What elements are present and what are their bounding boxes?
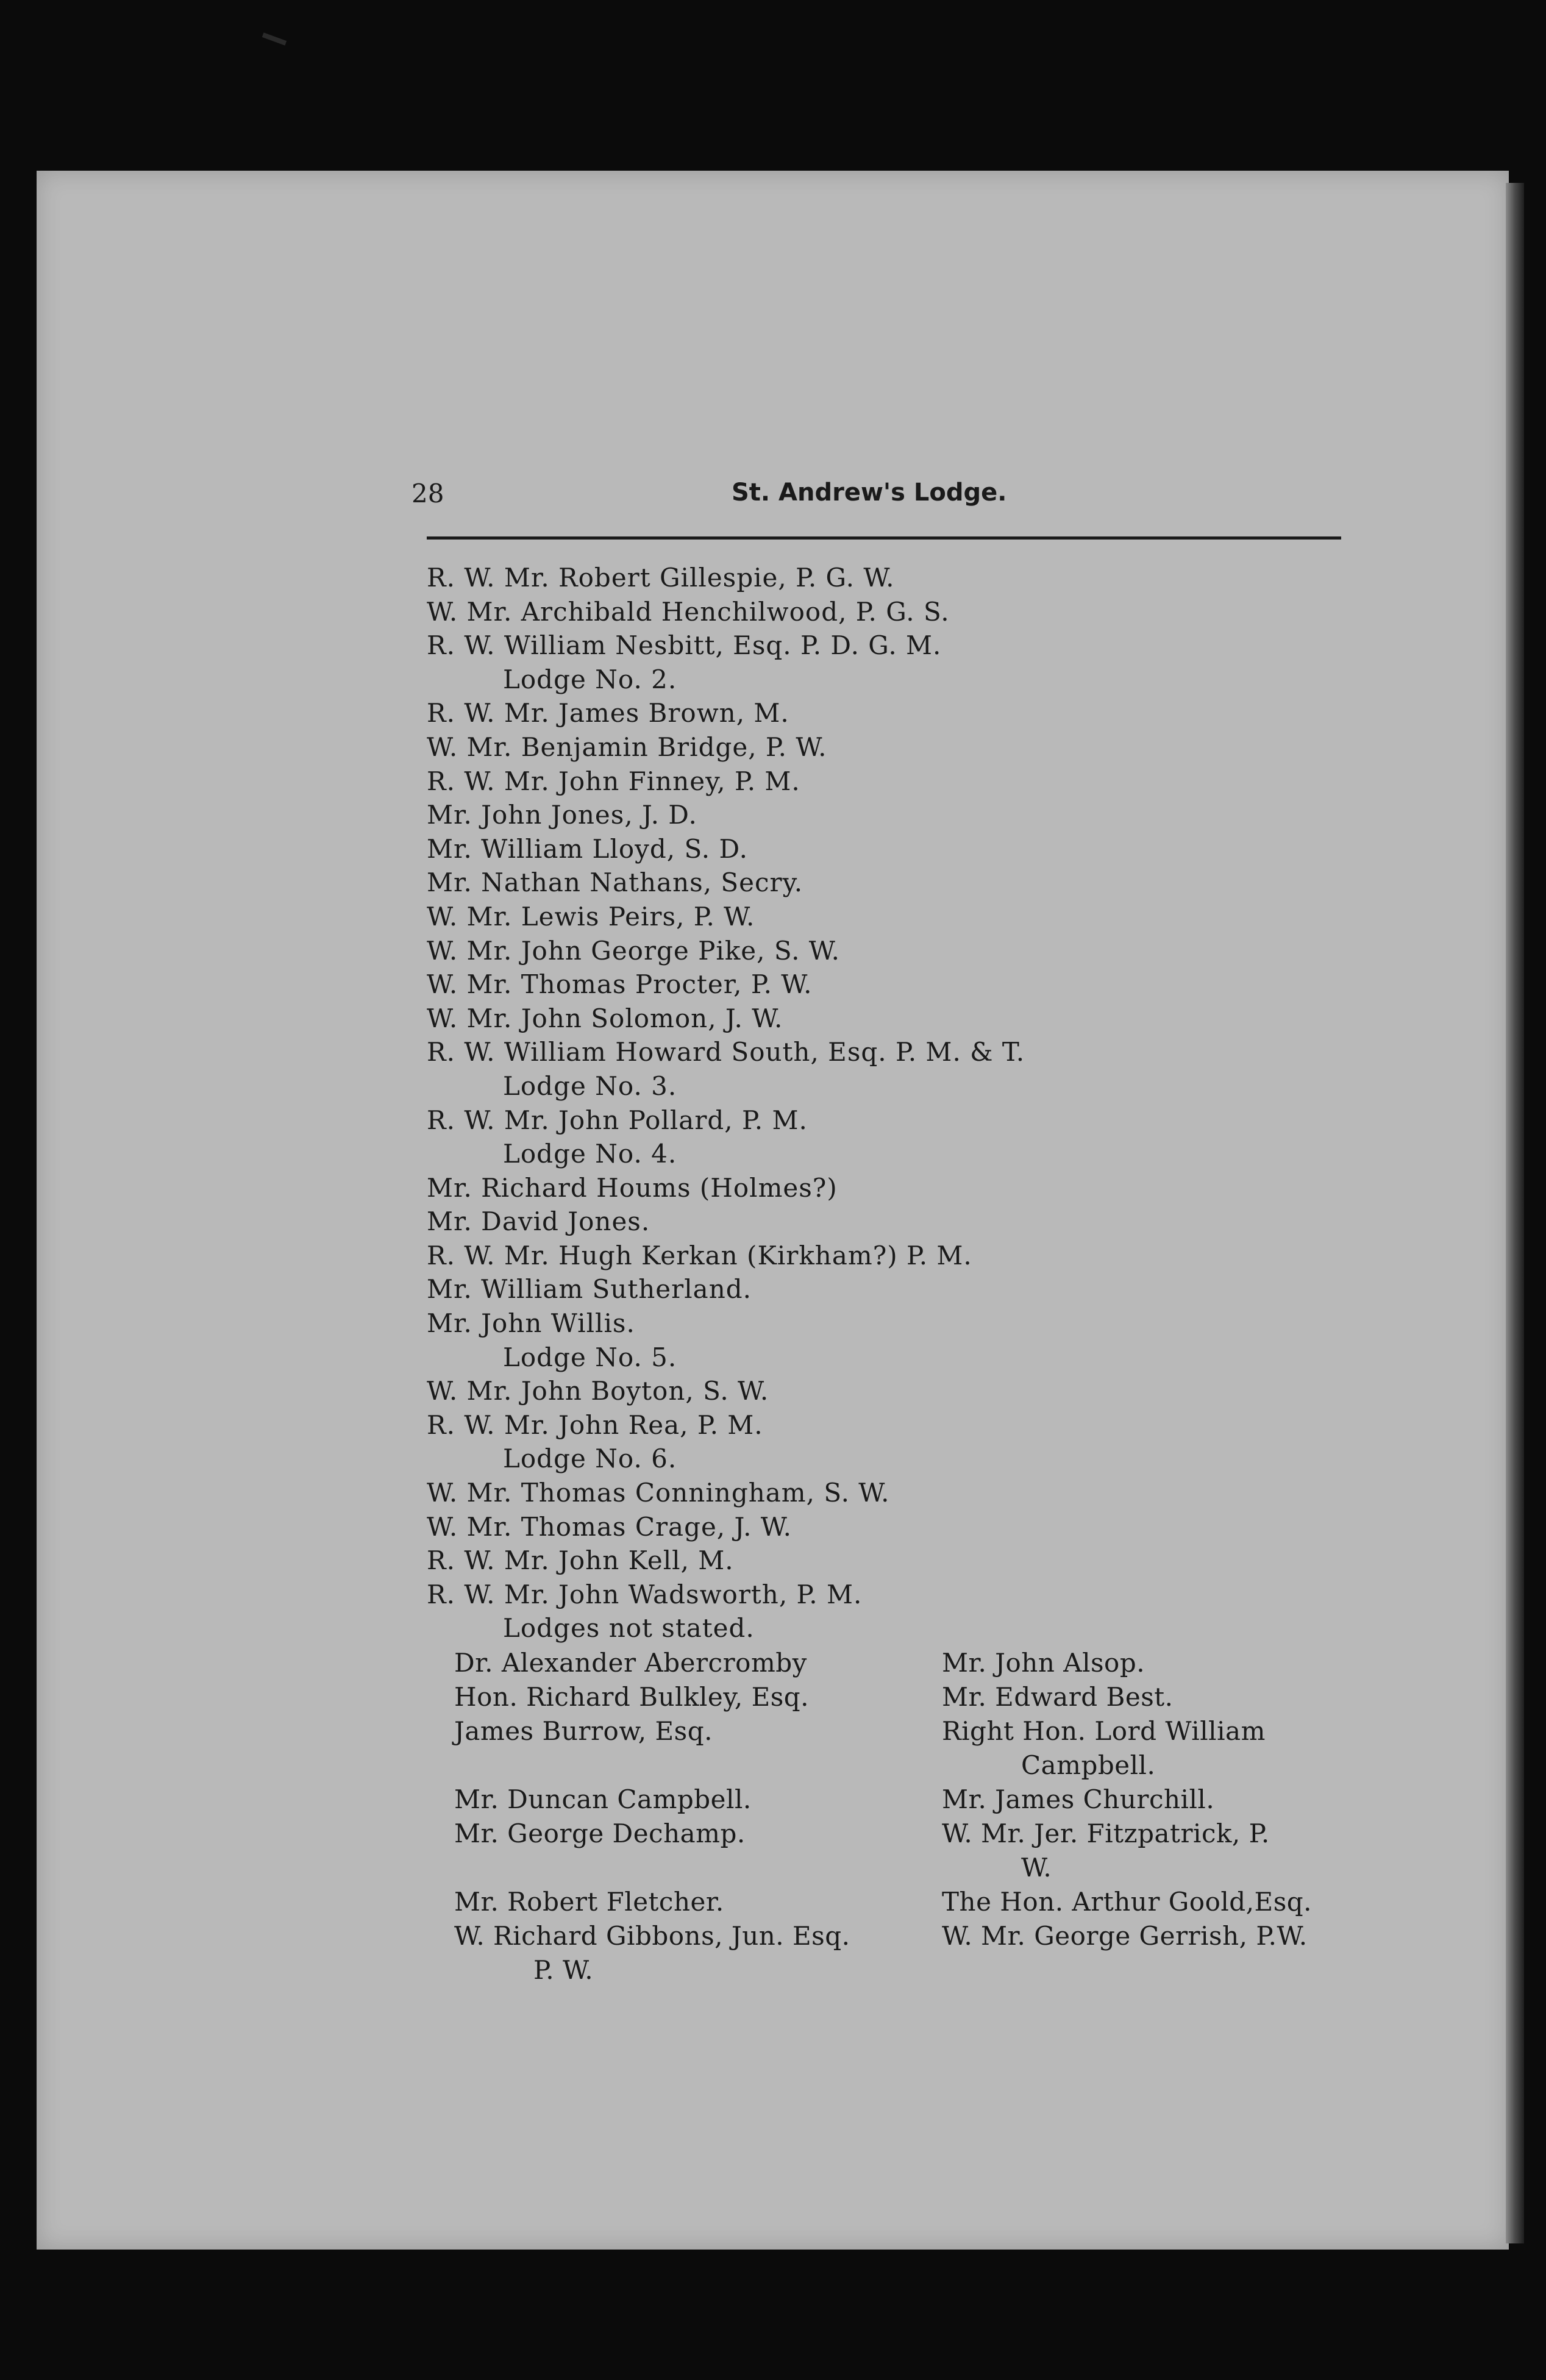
member-entry: Mr. James Churchill. bbox=[942, 1784, 1215, 1814]
member-entry: Mr. Nathan Nathans, Secry. bbox=[427, 868, 803, 898]
lodge-heading: Lodge No. 4. bbox=[503, 1139, 677, 1169]
spacer bbox=[454, 1851, 930, 1885]
member-entry: R. W. Mr. John Wadsworth, P. M. bbox=[427, 1579, 863, 1609]
member-entry: Dr. Alexander Abercromby bbox=[454, 1648, 807, 1678]
member-entry: W. Mr. George Gerrish, P.W. bbox=[942, 1921, 1308, 1951]
member-entry: W. Mr. Jer. Fitzpatrick, P. bbox=[942, 1819, 1270, 1848]
member-entry: Mr. John Jones, J. D. bbox=[427, 800, 697, 830]
film-scratch bbox=[262, 32, 287, 45]
lodge-heading: Lodge No. 3. bbox=[503, 1071, 677, 1101]
member-entry: P. W. bbox=[533, 1955, 594, 1985]
page-edge bbox=[1506, 183, 1524, 2243]
member-entry: W. bbox=[1021, 1853, 1052, 1883]
member-entry: R. W. Mr. Hugh Kerkan (Kirkham?) P. M. bbox=[427, 1240, 972, 1270]
member-entry: R. W. Mr. John Finney, P. M. bbox=[427, 766, 800, 796]
member-entry: R. W. Mr. John Rea, P. M. bbox=[427, 1409, 763, 1440]
running-title: St. Andrew's Lodge. bbox=[732, 479, 1007, 507]
page-header bbox=[378, 479, 1341, 515]
member-entry: R. W. Mr. John Kell, M. bbox=[427, 1545, 734, 1576]
right-column bbox=[942, 1646, 1393, 1953]
member-entry: Right Hon. Lord William bbox=[942, 1716, 1266, 1746]
member-entry: W. Mr. Thomas Crage, J. W. bbox=[427, 1511, 792, 1542]
member-entry: R. W. Mr. John Pollard, P. M. bbox=[427, 1105, 808, 1135]
member-entry: James Burrow, Esq. bbox=[454, 1716, 713, 1746]
member-entry: Campbell. bbox=[1021, 1750, 1156, 1780]
member-entry: Hon. Richard Bulkley, Esq. bbox=[454, 1682, 810, 1712]
member-entry: W. Mr. Thomas Conningham, S. W. bbox=[427, 1478, 890, 1508]
lodge-heading: Lodge No. 2. bbox=[503, 664, 677, 694]
member-entry: Mr. William Sutherland. bbox=[427, 1274, 752, 1305]
member-entry: Mr. John Willis. bbox=[427, 1308, 635, 1339]
member-entry: The Hon. Arthur Goold,Esq. bbox=[942, 1887, 1312, 1917]
lodge-heading: Lodge No. 6. bbox=[503, 1444, 677, 1474]
member-entry: Mr. Duncan Campbell. bbox=[454, 1784, 752, 1814]
member-entry: W. Mr. John Solomon, J. W. bbox=[427, 1003, 783, 1033]
member-entry: W. Mr. John George Pike, S. W. bbox=[427, 935, 840, 966]
left-column bbox=[454, 1646, 930, 1987]
member-entry: R. W. Mr. James Brown, M. bbox=[427, 698, 789, 729]
member-entry: W. Mr. Lewis Peirs, P. W. bbox=[427, 901, 755, 932]
member-entry: Mr. William Lloyd, S. D. bbox=[427, 833, 748, 864]
member-list bbox=[427, 561, 1372, 1645]
member-entry: Mr. John Alsop. bbox=[942, 1648, 1145, 1678]
member-entry: Mr. Richard Houms (Holmes?) bbox=[427, 1172, 838, 1203]
member-entry: W. Mr. John Boyton, S. W. bbox=[427, 1376, 769, 1406]
lodge-heading: Lodges not stated. bbox=[503, 1613, 755, 1644]
lodge-heading: Lodge No. 5. bbox=[503, 1342, 677, 1372]
member-entry: Mr. Edward Best. bbox=[942, 1682, 1174, 1712]
member-entry: W. Richard Gibbons, Jun. Esq. bbox=[454, 1921, 850, 1951]
header-rule bbox=[427, 536, 1341, 540]
member-entry: R. W. Mr. Robert Gillespie, P. G. W. bbox=[427, 563, 895, 593]
member-entry: W. Mr. Archibald Henchilwood, P. G. S. bbox=[427, 596, 950, 627]
member-entry: Mr. David Jones. bbox=[427, 1206, 650, 1237]
member-entry: W. Mr. Benjamin Bridge, P. W. bbox=[427, 732, 827, 762]
member-entry: R. W. William Howard South, Esq. P. M. & T. bbox=[427, 1037, 1025, 1067]
member-entry: Mr. George Dechamp. bbox=[454, 1819, 746, 1848]
member-entry: Mr. Robert Fletcher. bbox=[454, 1887, 724, 1917]
spacer bbox=[454, 1748, 930, 1783]
page-number: 28 bbox=[411, 479, 444, 508]
member-entry: W. Mr. Thomas Procter, P. W. bbox=[427, 969, 813, 1000]
member-entry: R. W. William Nesbitt, Esq. P. D. G. M. bbox=[427, 630, 942, 661]
